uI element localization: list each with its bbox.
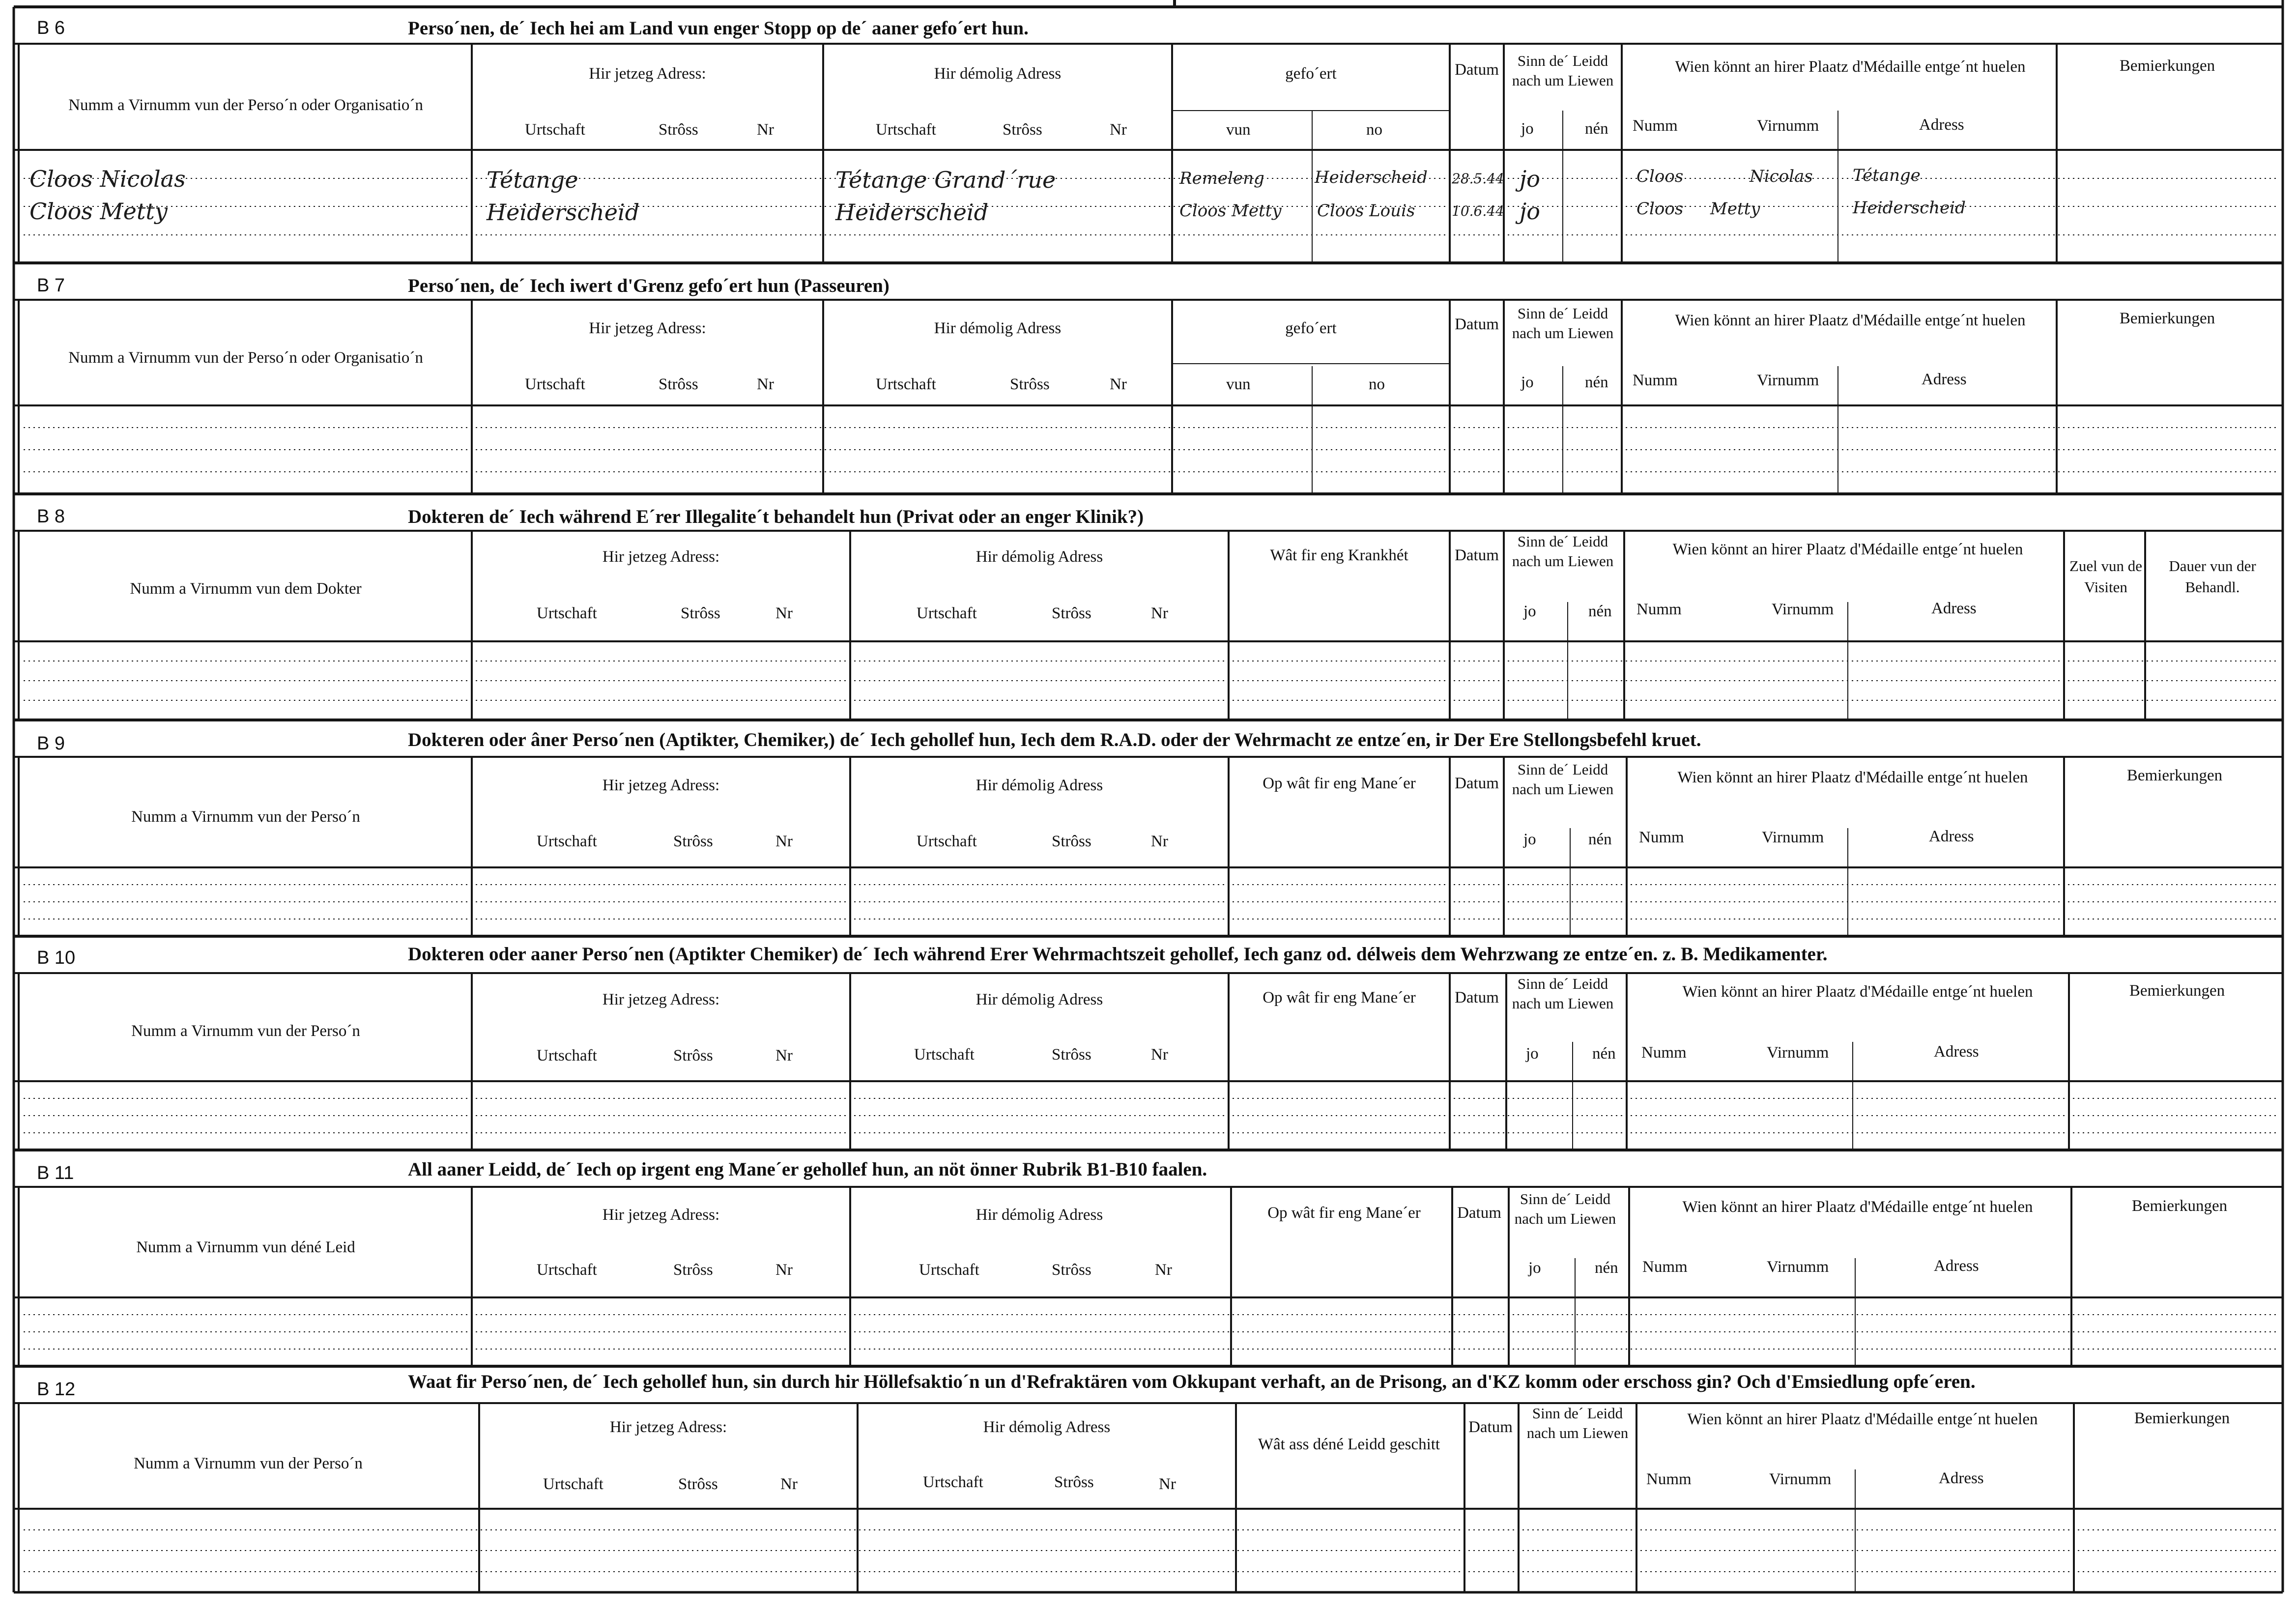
column-header-firstname: Virnumm xyxy=(1757,117,1819,135)
column-header-duration: Dauer vun der Behandl. xyxy=(2169,557,2256,596)
column-header-address: Adress xyxy=(1929,828,1974,845)
entry-address-now: Heiderscheid xyxy=(487,199,640,226)
column-header-remarks: Bemierkungen xyxy=(2131,1197,2228,1215)
column-header-nr: Nr xyxy=(775,1261,793,1279)
column-header-remarks: Bemierkungen xyxy=(2126,767,2223,784)
column-header-surname: Numm xyxy=(1633,117,1678,135)
column-header-no: nén xyxy=(1588,603,1612,620)
column-header-date: Datum xyxy=(1455,61,1499,79)
column-header-surname: Numm xyxy=(1641,1044,1687,1062)
column-header-from: vun xyxy=(1226,375,1251,393)
column-header-street: Strôss xyxy=(1052,833,1091,850)
section-title: Dokteren oder âner Perso´nen (Aptikter, Chemiker,) de´ Iech gehollef hun, Iech dem R.A.D. oder der Wehrmacht ze entze´en, ir Der Ere Stellongsbefehl kruet. xyxy=(408,729,1701,750)
column-header-alive: Sinn de´ Leidd nach um Liewen xyxy=(1526,1405,1629,1442)
column-header-nr: Nr xyxy=(775,604,793,622)
section-title: Dokteren de´ Iech während E´rer Illegalite´t behandelt hun (Privat oder an enger Klinik?) xyxy=(408,506,1144,527)
column-header-town: Urtschaft xyxy=(917,833,977,850)
section-number: B 6 xyxy=(37,18,65,38)
column-header-firstname: Virnumm xyxy=(1769,1470,1832,1488)
column-header-address-former: Hir démolig Adress xyxy=(976,1206,1103,1224)
column-header-address-now: Hir jetzeg Adress: xyxy=(589,65,706,83)
column-header-town: Urtschaft xyxy=(919,1261,979,1279)
column-header-address-former: Hir démolig Adress xyxy=(983,1418,1111,1436)
section-number: B 12 xyxy=(37,1379,76,1400)
column-header-firstname: Virnumm xyxy=(1762,829,1824,846)
column-header-yes: jo xyxy=(1521,120,1534,138)
entry-address-former: Heiderscheid xyxy=(835,199,989,226)
entry-carried-from: Remeleng xyxy=(1179,169,1264,188)
column-header-surname: Numm xyxy=(1642,1258,1688,1276)
section-number: B 8 xyxy=(37,506,65,527)
column-header-yes: jo xyxy=(1523,603,1536,620)
column-header-address-now: Hir jetzeg Adress: xyxy=(602,1206,720,1224)
entry-name: Cloos Nicolas xyxy=(29,166,186,192)
column-header-address: Adress xyxy=(1919,116,1964,134)
column-header-remarks: Bemierkungen xyxy=(2119,310,2215,327)
column-header-address: Adress xyxy=(1939,1469,1984,1487)
column-header-no: nén xyxy=(1585,120,1608,138)
entry-address-former: Tétange Grand´rue xyxy=(835,167,1056,193)
column-header-alive: Sinn de´ Leidd nach um Liewen xyxy=(1512,533,1614,570)
column-header-nr: Nr xyxy=(1110,375,1127,393)
column-header-manner: Op wât fir eng Mane´er xyxy=(1267,1204,1421,1222)
column-header-name: Numm a Virnumm vun déné Leid xyxy=(136,1238,355,1256)
entry-alive-yes: jo xyxy=(1520,198,1540,225)
section-number: B 9 xyxy=(37,733,65,754)
column-header-town: Urtschaft xyxy=(923,1473,983,1491)
entry-medal-address: Tétange xyxy=(1853,166,1921,185)
column-header-yes: jo xyxy=(1528,1259,1541,1277)
column-header-street: Strôss xyxy=(673,833,713,850)
column-header-town: Urtschaft xyxy=(876,121,936,139)
column-header-nr: Nr xyxy=(1151,1046,1168,1064)
column-header-no: nén xyxy=(1592,1045,1616,1063)
column-header-medal: Wien könnt an hirer Plaatz d'Médaille entge´nt huelen xyxy=(1687,1410,2038,1428)
column-header-nr: Nr xyxy=(757,121,774,139)
section-number: B 11 xyxy=(37,1163,74,1183)
column-header-to: no xyxy=(1369,375,1385,393)
column-header-alive: Sinn de´ Leidd nach um Liewen xyxy=(1512,975,1614,1012)
section-number: B 7 xyxy=(37,275,65,296)
section-number: B 10 xyxy=(37,948,76,968)
column-header-address-now: Hir jetzeg Adress: xyxy=(602,991,720,1008)
column-header-nr: Nr xyxy=(1159,1475,1176,1493)
column-header-address-former: Hir démolig Adress xyxy=(976,548,1103,566)
column-header-nr: Nr xyxy=(757,375,774,393)
column-header-surname: Numm xyxy=(1636,601,1682,618)
section-title: Waat fir Perso´nen, de´ Iech gehollef hun, sin durch hir Höllefsaktio´n un d'Refraktären vom Okkupant verhaft, an de Prisong, an d'KZ komm oder erschoss gin? Och d'Emsiedlung opfe´eren. xyxy=(408,1371,1976,1392)
entry-alive-yes: jo xyxy=(1520,166,1540,192)
column-header-address-former: Hir démolig Adress xyxy=(976,991,1103,1008)
column-header-address-now: Hir jetzeg Adress: xyxy=(602,776,720,794)
column-header-town: Urtschaft xyxy=(525,375,585,393)
entry-name: Cloos Metty xyxy=(29,198,168,225)
column-header-street: Strôss xyxy=(1052,604,1091,622)
column-header-alive: Sinn de´ Leidd nach um Liewen xyxy=(1514,1190,1616,1228)
column-header-surname: Numm xyxy=(1639,829,1684,846)
section-title: Perso´nen, de´ Iech hei am Land vun enger Stopp op de´ aaner gefo´ert hun. xyxy=(408,18,1029,39)
column-header-address: Adress xyxy=(1934,1257,1979,1275)
column-header-nr: Nr xyxy=(1151,604,1168,622)
column-header-address-now: Hir jetzeg Adress: xyxy=(589,319,706,337)
column-header-date: Datum xyxy=(1457,1204,1501,1222)
column-header-manner: Op wât fir eng Mane´er xyxy=(1263,775,1416,792)
column-header-town: Urtschaft xyxy=(537,1047,597,1064)
column-header-firstname: Virnumm xyxy=(1767,1044,1829,1062)
column-header-carried: gefo´ert xyxy=(1285,65,1337,83)
column-header-street: Strôss xyxy=(1052,1046,1091,1064)
column-header-address-former: Hir démolig Adress xyxy=(934,65,1062,83)
column-header-alive: Sinn de´ Leidd nach um Liewen xyxy=(1512,761,1614,798)
column-header-no: nén xyxy=(1585,374,1608,391)
column-header-town: Urtschaft xyxy=(917,604,977,622)
column-header-manner: Op wât fir eng Mane´er xyxy=(1263,989,1416,1006)
column-header-address-now: Hir jetzeg Adress: xyxy=(609,1418,727,1436)
column-header-nr: Nr xyxy=(1151,833,1168,850)
entry-address-now: Tétange xyxy=(487,167,578,193)
entry-medal-firstname: Nicolas xyxy=(1750,167,1813,186)
column-header-name: Numm a Virnumm vun der Perso´n xyxy=(131,1022,360,1040)
entry-date: 10.6.44 xyxy=(1452,203,1504,219)
section-title: Dokteren oder aaner Perso´nen (Aptikter Chemiker) de´ Iech während Erer Wehrmachtszeit gehollef, Iech ganz od. délweis dem Wehrzwang ze entze´en. z. B. Medikamenter. xyxy=(408,944,1828,965)
column-header-date: Datum xyxy=(1455,546,1499,564)
column-header-medal: Wien könnt an hirer Plaatz d'Médaille entge´nt huelen xyxy=(1677,769,2028,786)
column-header-yes: jo xyxy=(1523,831,1536,848)
column-header-medal: Wien könnt an hirer Plaatz d'Médaille entge´nt huelen xyxy=(1675,58,2026,76)
column-header-visits: Zuel vun de Visiten xyxy=(2069,557,2143,596)
column-header-town: Urtschaft xyxy=(876,375,936,393)
entry-medal-surname: Cloos xyxy=(1636,199,1684,219)
column-header-address: Adress xyxy=(1931,600,1977,617)
section-title: All aaner Leidd, de´ Iech op irgent eng Mane´er gehollef hun, an nöt önner Rubrik B1-B10 faalen. xyxy=(408,1159,1207,1180)
column-header-address: Adress xyxy=(1922,371,1967,388)
entry-date: 28.5.44 xyxy=(1452,171,1504,187)
column-header-nr: Nr xyxy=(1155,1261,1172,1279)
column-header-medal: Wien könnt an hirer Plaatz d'Médaille entge´nt huelen xyxy=(1682,1198,2033,1216)
column-header-medal: Wien könnt an hirer Plaatz d'Médaille entge´nt huelen xyxy=(1682,983,2033,1001)
column-header-street: Strôss xyxy=(659,121,698,139)
column-header-town: Urtschaft xyxy=(537,833,597,850)
column-header-town: Urtschaft xyxy=(543,1475,603,1493)
column-header-remarks: Bemierkungen xyxy=(2134,1409,2230,1427)
column-header-yes: jo xyxy=(1521,374,1534,391)
column-header-address-now: Hir jetzeg Adress: xyxy=(602,548,720,566)
column-header-no: nén xyxy=(1588,831,1612,848)
column-header-nr: Nr xyxy=(1110,121,1127,139)
column-header-street: Strôss xyxy=(681,604,720,622)
column-header-remarks: Bemierkungen xyxy=(2119,57,2215,75)
column-header-street: Strôss xyxy=(1054,1473,1094,1491)
entry-carried-to: Cloos Louis xyxy=(1317,201,1415,221)
column-header-surname: Numm xyxy=(1633,372,1678,389)
column-header-town: Urtschaft xyxy=(537,604,597,622)
column-header-alive: Sinn de´ Leidd nach um Liewen xyxy=(1512,52,1614,89)
column-header-date: Datum xyxy=(1455,316,1499,333)
column-header-name: Numm a Virnumm vun der Perso´n oder Organisatio´n xyxy=(68,349,423,367)
entry-carried-from: Cloos Metty xyxy=(1179,201,1282,221)
column-header-town: Urtschaft xyxy=(525,121,585,139)
column-header-date: Datum xyxy=(1455,989,1499,1006)
column-header-what-happened: Wât ass déné Leidd geschitt xyxy=(1258,1436,1440,1453)
column-header-nr: Nr xyxy=(780,1475,798,1493)
column-header-town: Urtschaft xyxy=(537,1261,597,1279)
column-header-nr: Nr xyxy=(775,833,793,850)
column-header-street: Strôss xyxy=(1052,1261,1091,1279)
column-header-firstname: Virnumm xyxy=(1757,372,1819,389)
column-header-date: Datum xyxy=(1455,775,1499,792)
entry-medal-surname: Cloos xyxy=(1636,167,1684,186)
column-header-no: nén xyxy=(1595,1259,1618,1277)
column-header-street: Strôss xyxy=(678,1475,718,1493)
column-header-date: Datum xyxy=(1468,1418,1513,1436)
column-header-street: Strôss xyxy=(1003,121,1042,139)
column-header-illness: Wât fir eng Krankhét xyxy=(1270,546,1408,564)
column-header-street: Strôss xyxy=(659,375,698,393)
column-header-medal: Wien könnt an hirer Plaatz d'Médaille entge´nt huelen xyxy=(1675,312,2026,329)
column-header-firstname: Virnumm xyxy=(1772,601,1834,618)
column-header-from: vun xyxy=(1226,121,1251,139)
column-header-address: Adress xyxy=(1934,1043,1979,1061)
column-header-name: Numm a Virnumm vun der Perso´n oder Organisatio´n xyxy=(68,96,423,114)
column-header-carried: gefo´ert xyxy=(1285,319,1337,337)
section-title: Perso´nen, de´ Iech iwert d'Grenz gefo´ert hun (Passeuren) xyxy=(408,275,890,296)
column-header-address-former: Hir démolig Adress xyxy=(976,776,1103,794)
column-header-name: Numm a Virnumm vun der Perso´n xyxy=(134,1455,363,1472)
column-header-town: Urtschaft xyxy=(914,1046,975,1064)
column-header-name: Numm a Virnumm vun der Perso´n xyxy=(131,808,360,826)
column-header-street: Strôss xyxy=(673,1261,713,1279)
column-header-firstname: Virnumm xyxy=(1767,1258,1829,1276)
column-header-yes: jo xyxy=(1526,1045,1539,1063)
column-header-alive: Sinn de´ Leidd nach um Liewen xyxy=(1512,305,1614,342)
column-header-address-former: Hir démolig Adress xyxy=(934,319,1062,337)
column-header-street: Strôss xyxy=(673,1047,713,1064)
column-header-medal: Wien könnt an hirer Plaatz d'Médaille entge´nt huelen xyxy=(1672,541,2023,558)
entry-carried-to: Heiderscheid xyxy=(1315,168,1428,187)
column-header-street: Strôss xyxy=(1010,375,1050,393)
entry-medal-address: Heiderscheid xyxy=(1853,198,1966,218)
column-header-name: Numm a Virnumm vun dem Dokter xyxy=(130,580,362,598)
column-header-remarks: Bemierkungen xyxy=(2129,982,2225,1000)
column-header-to: no xyxy=(1366,121,1382,139)
column-header-surname: Numm xyxy=(1646,1470,1692,1488)
column-header-nr: Nr xyxy=(775,1047,793,1064)
entry-medal-firstname: Metty xyxy=(1710,199,1760,219)
